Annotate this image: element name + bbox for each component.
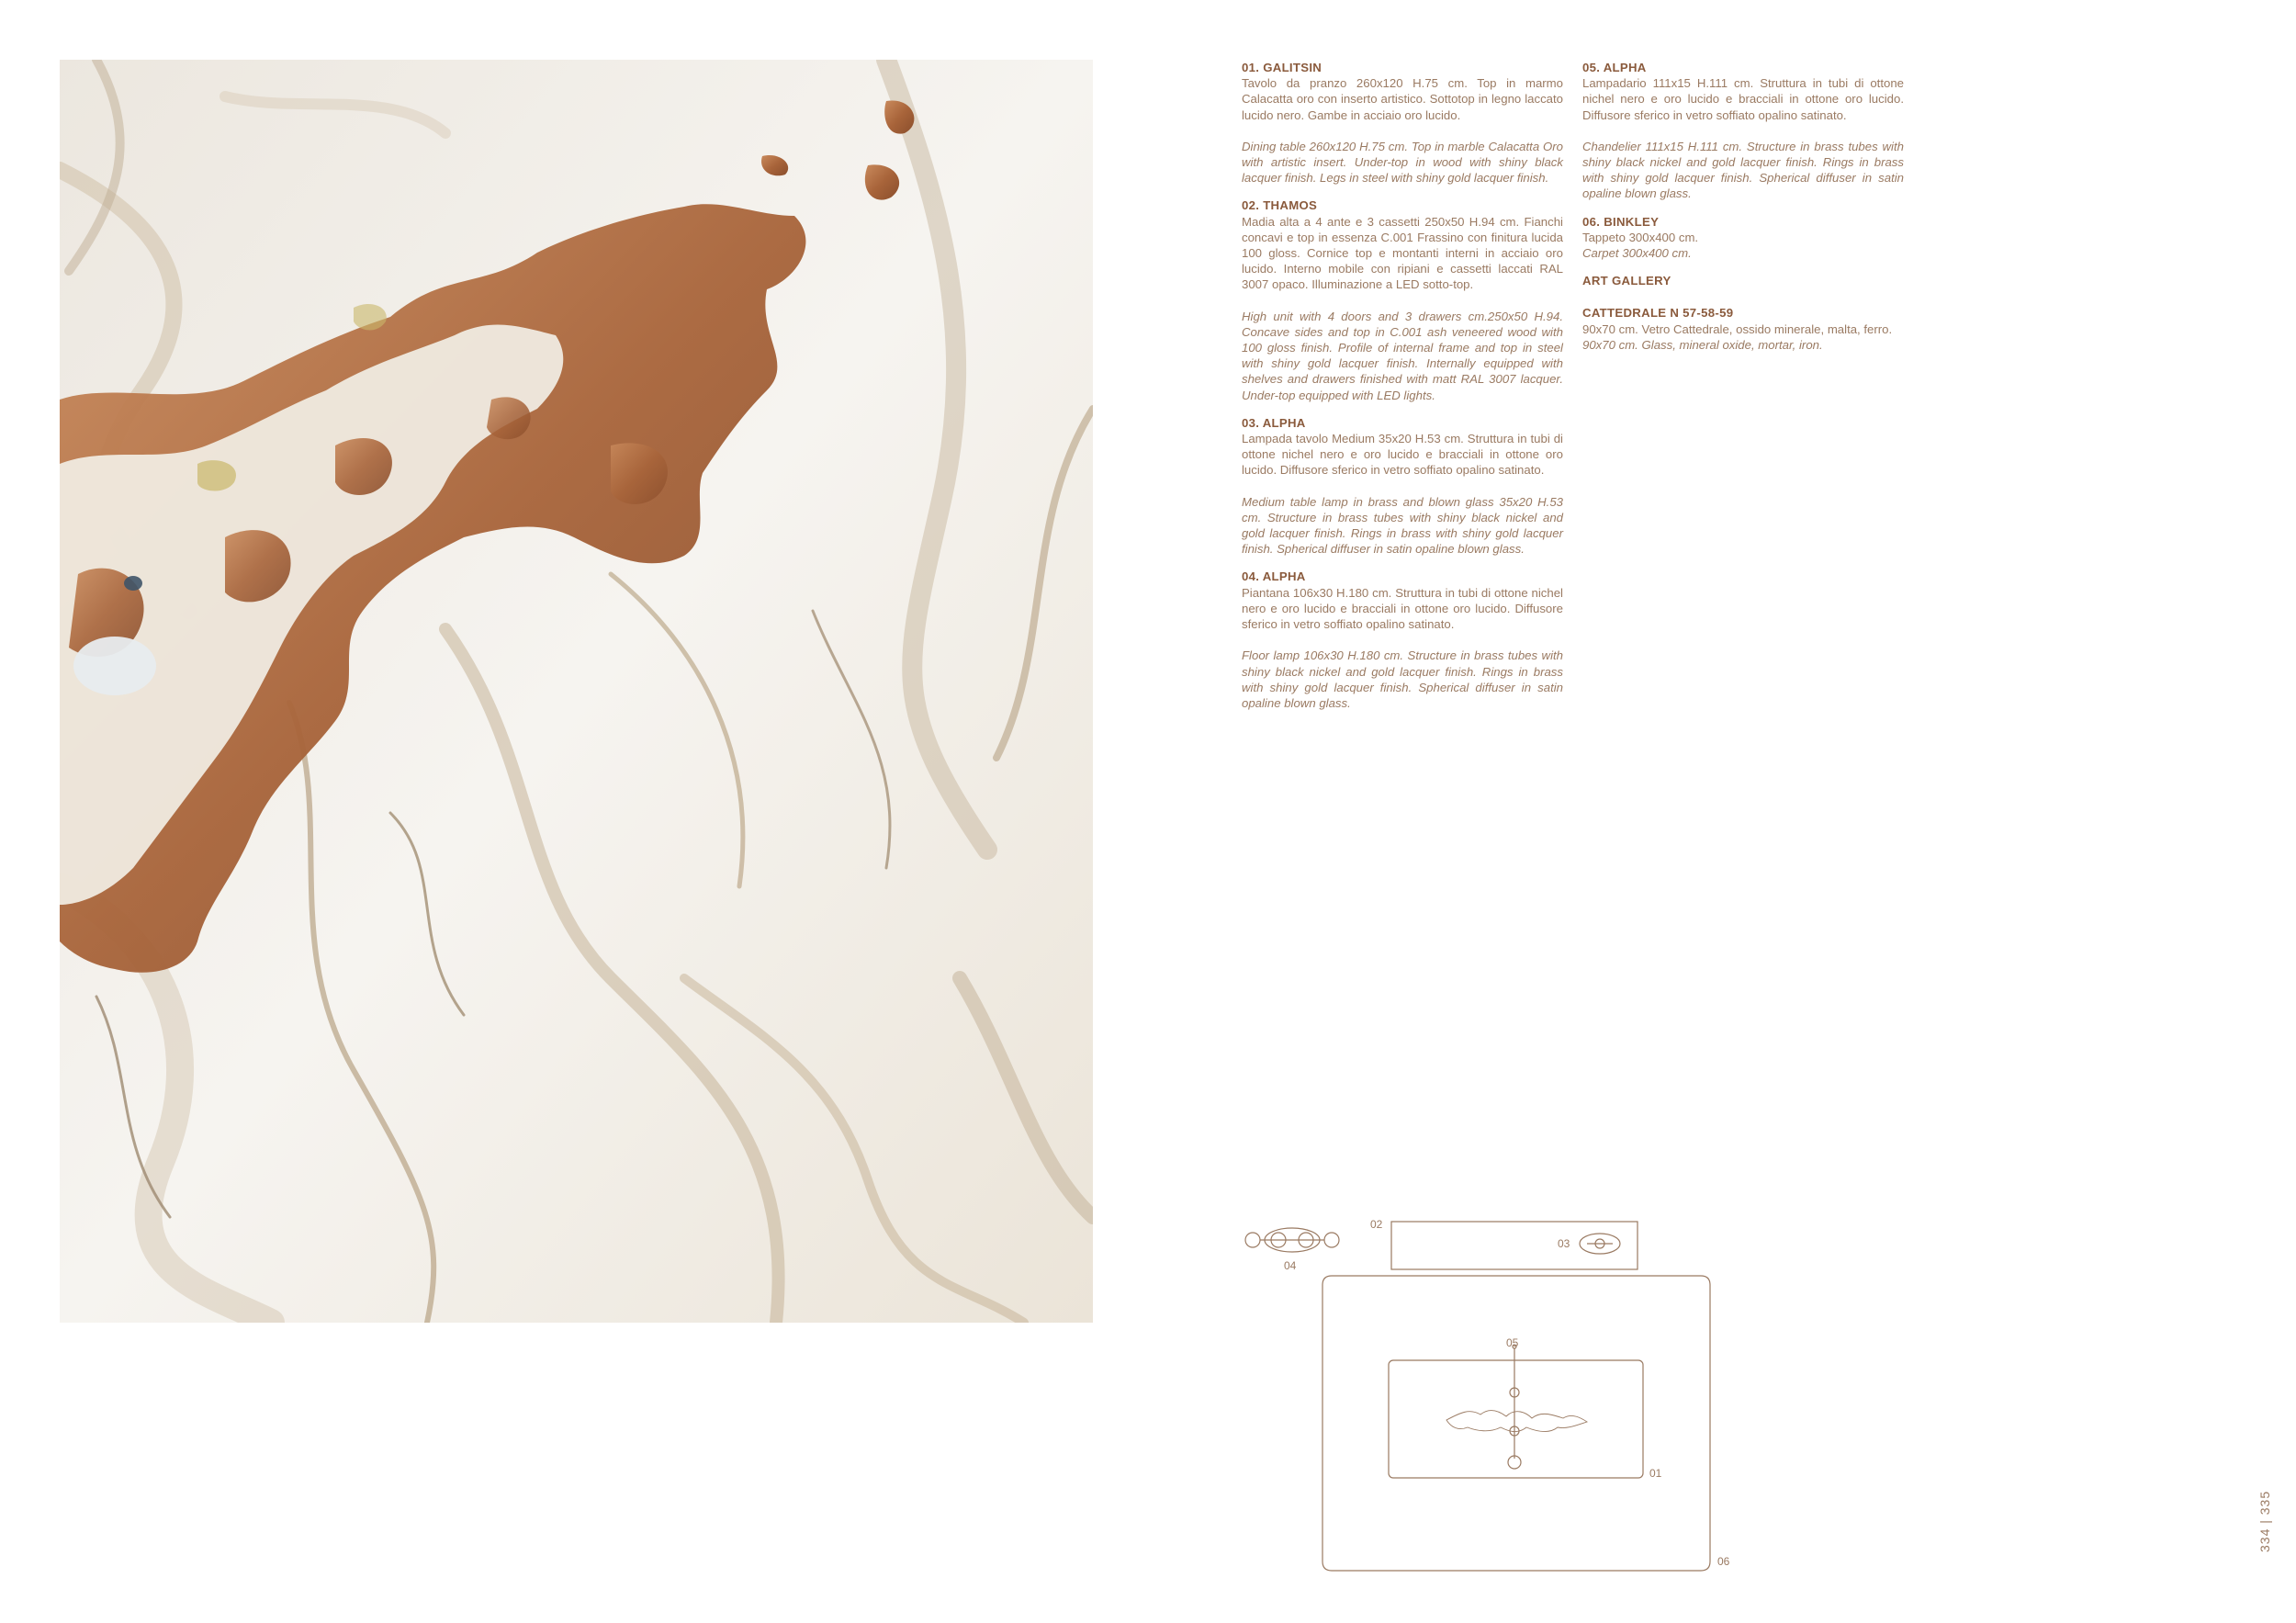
spec-english: Chandelier 111x15 H.111 cm. Structure in brass tubes with shiny black nickel and gold lacquer finish. Rings in brass with shiny gold lacquer finish. Spherical diffuser in satin opaline blown glass. (1582, 139, 1904, 201)
plan-label-05: 05 (1506, 1336, 1519, 1349)
spec-entry-02 (1242, 197, 1563, 402)
art-gallery-heading: ART GALLERY (1582, 274, 1671, 288)
sideboard-02-symbol (1391, 1222, 1638, 1269)
plan-label-03: 03 (1558, 1237, 1570, 1250)
marble-texture-image (60, 60, 1093, 1323)
spec-english: Medium table lamp in brass and blown glass 35x20 H.53 cm. Structure in brass tubes with shiny black nickel and gold lacquer finish. Rings in brass with shiny gold lacquer finish. Spherical diffuser in satin opaline blown glass. (1242, 494, 1563, 557)
spec-italian: Lampada tavolo Medium 35x20 H.53 cm. Struttura in tubi di ottone nichel nero e oro lucido e bracciali in ottone oro lucido. Diffusore sferico in vetro soffiato opalino satinato. (1242, 432, 1563, 478)
marble-photo (60, 60, 1093, 1323)
spec-entry-06 (1582, 214, 1904, 262)
spec-italian: Tavolo da pranzo 260x120 H.75 cm. Top in marmo Calacatta oro con inserto artistico. Sottotop in legno laccato lucido nero. Gambe in acciaio oro lucido. (1242, 76, 1563, 122)
spec-title: 06. BINKLEY (1582, 214, 1660, 229)
specs-column-left (1242, 60, 1563, 723)
plan-label-02: 02 (1370, 1218, 1383, 1231)
spec-english: Carpet 300x400 cm. (1582, 246, 1692, 261)
art-title: CATTEDRALE N 57-58-59 (1582, 306, 1734, 321)
spec-title: 05. ALPHA (1582, 61, 1647, 74)
specs-column-right (1582, 60, 1904, 365)
floor-plan-drawing (1240, 1211, 1736, 1569)
art-italian: 90x70 cm. Vetro Cattedrale, ossido minerale, malta, ferro. (1582, 321, 1893, 336)
spec-english: High unit with 4 doors and 3 drawers cm.250x50 H.94. Concave sides and top in C.001 ash veneered wood with 100 gloss finish. Profile of internal frame and top in steel with shiny gold lacquer finish. Internally equipped with shelves and drawers finished with matt RAL 3007 lacquer. Under-top equipped with LED lights. (1242, 309, 1563, 402)
table-lamp-03-symbol (1580, 1234, 1620, 1254)
spec-entry-04 (1242, 569, 1563, 711)
spec-english: Dining table 260x120 H.75 cm. Top in marble Calacatta Oro with artistic insert. Under-top in wood with shiny black lacquer finish. Legs in steel with shiny gold lacquer finish. (1242, 139, 1563, 186)
art-english: 90x70 cm. Glass, mineral oxide, mortar, iron. (1582, 337, 1823, 352)
spec-entry-01 (1242, 60, 1563, 186)
spec-title: 03. ALPHA (1242, 415, 1306, 430)
inlay-outline (1446, 1411, 1587, 1432)
spec-entry-03 (1242, 415, 1563, 558)
plan-label-01: 01 (1649, 1467, 1662, 1480)
plan-label-04: 04 (1284, 1259, 1297, 1272)
plan-label-06: 06 (1717, 1555, 1730, 1568)
spec-italian: Lampadario 111x15 H.111 cm. Struttura in tubi di ottone nichel nero e oro lucido e bracciali in ottone oro lucido. Diffusore sferico in vetro soffiato opalino satinato. (1582, 76, 1904, 122)
spec-entry-05 (1582, 60, 1904, 202)
chandelier-05-symbol (1508, 1345, 1521, 1469)
carpet-06-symbol (1322, 1276, 1710, 1571)
spec-italian: Piantana 106x30 H.180 cm. Struttura in tubi di ottone nichel nero e oro lucido e bracciali in ottone oro lucido. Diffusore sferico in vetro soffiato opalino satinato. (1242, 585, 1563, 632)
floor-plan-diagram (1240, 1211, 1736, 1569)
spec-italian: Tappeto 300x400 cm. (1582, 230, 1699, 244)
spec-english: Floor lamp 106x30 H.180 cm. Structure in brass tubes with shiny black nickel and gold lacquer finish. Rings in brass with shiny gold lacquer finish. Spherical diffuser in satin opaline blown glass. (1242, 648, 1563, 710)
spec-title: 02. THAMOS (1242, 198, 1318, 213)
page-number: 334 | 335 (2257, 1490, 2272, 1552)
art-gallery-entry (1582, 305, 1904, 353)
floor-lamp-04-symbol (1245, 1228, 1339, 1252)
spec-title: 04. ALPHA (1242, 569, 1306, 584)
spec-italian: Madia alta a 4 ante e 3 cassetti 250x50 H.94 cm. Fianchi concavi e top in essenza C.001 Frassino con finitura lucida 100 gloss. Cornice top e montanti interni in acciaio oro lucido. Interno mobile con ripiani e cassetti laccati RAL 3007 opaco. Illuminazione a LED sotto-top. (1242, 214, 1563, 292)
table-01-symbol (1389, 1360, 1643, 1478)
spec-title: 01. GALITSIN (1242, 61, 1322, 74)
